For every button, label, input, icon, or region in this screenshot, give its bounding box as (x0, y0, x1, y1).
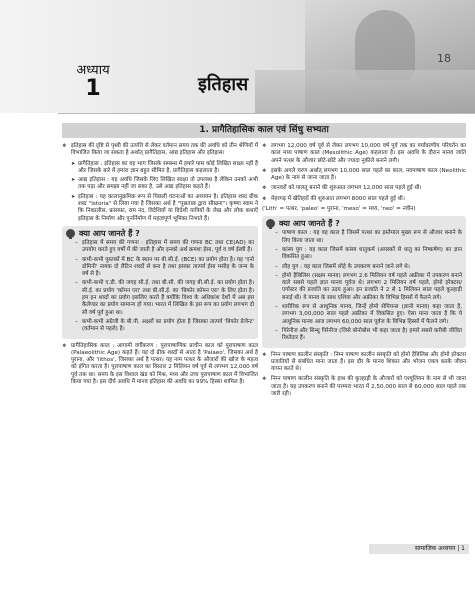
body-paragraph: ❖ मेहरगढ़ में खेतिहरों की शुरुआत लगभग 8000 साल पहले हुई थी। (262, 196, 466, 203)
body-paragraph: ❖ प्रागैतिहासिक काल : आगामी वर्गीकरण : पुरापाषाणिक प्राचीन काल को पुरापाषाण काल (Palaeolithic Age) कहते हैं। यह दो ग्रीक शब्दों से आता है 'Palaeo', जिसका अर्थ है पुराना, और 'lithos', जिसका अर्थ है पत्थर। यह नाम पत्थर के औजारों की खोज के महत्व को इंगित करता है। पुरापाषाण काल का विस्तार 2 मिलियन वर्ष पूर्व से लगभग 12,000 वर्ष पूर्व तक था। समय के इस विशाल खंड को मिश्र, मध्य और उच्च पुरापाषाण काल में विभाजित किया गया है। इस दीर्घ अवधि में मानव इतिहास की अवधि का 99% हिस्सा शामिल है। (62, 343, 258, 387)
box-item: – कभी-कभी पुस्तकों में BC के स्थान पर बी.सी.ई. (BCE) का प्रयोग होता है। यह 'एनो डोमिनी' नामक दो लैटिन शब्दों से बना है तथा इसका तात्पर्य ईसा मसीह के जन्म के वर्ष से है। (75, 257, 254, 279)
bulb-icon (266, 219, 275, 228)
box-title-text: क्या आप जानते हैं ? (79, 228, 140, 238)
section-heading: 1. प्रागैतिहासिक काल एवं सिंधु सभ्यता (62, 123, 466, 138)
box-item: – कभी-कभी अंग्रेजी के बी.पी. अक्षरों का प्रयोग होता है जिसका तात्पर्य 'बिफोर प्रेजेन्ट' (वर्तमान से पहले) है। (75, 319, 254, 334)
chapter-number: 1 (85, 76, 101, 101)
right-column (262, 143, 466, 401)
definition-item: ➤ प्रागैतिहास : इतिहास का वह भाग जिसके सम्बन्ध में हमारे पास कोई लिखित साक्ष्य नहीं है और जिसके बारे में हमारा ज्ञान बहुत सीमित है, प्रागैतिहास कहलाता है। (71, 161, 258, 176)
body-paragraph: ❖ इसके अगले चरण अर्थात् लगभग 10,000 साल पहले का काल, नवपाषाण काल (Neolithic Age) के नाम से जाना जाता है। (262, 168, 466, 183)
box-title-text: क्या आप जानते हैं ? (279, 219, 340, 229)
body-paragraph: ❖ निम्न पाषाण कालीन संस्कृति : निम्न पाषाण कालीन संस्कृति को होमो हैबिलिस और होमो इरेक्टस प्रजातियों से संबंधित माना जाता है। इस दौर के मानव शिकार और भोजन एकत्र करके जीवन यापन करते थे। (262, 352, 466, 374)
footer-subject: सामाजिक अध्ययन (414, 545, 456, 552)
chapter-banner (0, 0, 475, 113)
definition-item: ➤ आद्य इतिहास : यह अवधि जिसके लिए लिखित साक्ष्य तो उपलब्ध है लेकिन उनको अभी तक पढ़ा और समझा नहीं जा सका है, उसे आद्य इतिहास कहते हैं। (71, 177, 258, 192)
glossary-note: ('Lith' = पत्थर, 'paleo' = पुराना, 'meso' = मध्य, 'neo' = नवीन) (262, 206, 416, 213)
box-item: – लौह युग : यह काल जिसमें लोहे के उपकरण बनाने जाने लगे थे। (275, 264, 462, 271)
definition-item: ➤ इतिहास : यह कालानुक्रमिक रूप से पिछली घटनाओं का अध्ययन है। इतिहास शब्द ग्रीक शब्द "Istoria" से लिया गया है जिसका अर्थ है "पूछताछ द्वारा सीखना"। कृष्णा स्वाम ने कि निकालीस, फ्रांसफ़ा, राम नंद, विदेशियों या विदेशी यात्रियों के लेख और लोक कथाएँ इतिहास के निर्माण और पुनर्निर्माण में महत्वपूर्ण भूमिका निभाते हैं। (71, 194, 258, 223)
page-footer (369, 544, 469, 554)
did-you-know-box (262, 216, 466, 347)
chapter-word: अध्याय (76, 63, 110, 78)
did-you-know-box (62, 226, 258, 339)
body-paragraph: ❖ निम्न पाषाण कालीन संस्कृति के हाथ की कुल्हाड़ी के औजारों को एश्यूलियन के नाम से भी जाना जाता है। यह उपकरण बनाने की परम्परा भारत में 2,50,000 साल से 60,000 साल पहले तक जारी रही। (262, 376, 466, 398)
box-title (266, 219, 462, 228)
header-divider (58, 113, 475, 114)
chapter-label (58, 60, 128, 100)
box-item: – इतिहास में समय की गणना : इतिहास में समय की गणना BC तथा CE(AD) का उपयोग करते हुए वर्षों में की जाती है और इनको अर्थ क्रमशः ईसा, पूर्व व वर्ष ईस्वी है। (75, 240, 254, 255)
box-item: – शारीरिक रूप से आधुनिक मानव, जिन्हें होमो सेपियन्स (ज्ञानी मानव) कहा जाता है, लगभग 3,00,000 साल पहले अफ्रीका में विकसित हुए। ऐसा माना जाता है कि ये आधुनिक मानव आज लगभग 60,000 साल पूर्वज के विभिन्न हिस्सों में फैलने लगे। (275, 304, 462, 326)
left-column (62, 143, 258, 389)
box-item: – होमो हैबिलिस (सक्षम मानव) लगभग 2.6 मिलियन वर्ष पहले अफ्रीका में उपकरण बनाने वाले सबसे पहले ज्ञात मानव पूर्वज थे। लगभग 2 मिलियन वर्ष पहले, होमो इरेक्टस/एर्गास्टर की प्रजाति का उदय हुआ। इन प्रजाति ने 2 से 1 मिलियन साल पहले कुल्हाड़ी बनाई थी। ये मानव के साथ एशिया और अफ्रीका के विभिन्न हिस्सों में फैलने लगे। (275, 273, 462, 302)
page-number: 1 (461, 545, 465, 552)
box-item: – कांस्य युग : यह काल जिसमें कांस्य धातुकर्म (अयस्कों से धातु का निष्कर्षण) का ज्ञान विकसित हुआ। (275, 247, 462, 262)
room-number: 18 (437, 52, 451, 65)
box-title (66, 229, 254, 238)
desk-shape (255, 70, 475, 113)
box-item: – कभी-कभी ए.डी. की जगह सी.ई. तथा बी.सी. की जगह बी.सी.ई. का प्रयोग होता है। सी.ई. का प्रयोग 'कॉमन एरा' तथा बी.सी.ई. का 'बिफोर कॉमन एरा' के लिए होता है। हम इन शब्दों का प्रयोग इसलिए करते हैं क्योंकि विश्व के अधिकांश देशों में अब इस कैलेण्डर का प्रयोग सामान्य हो गया। भारत में लिखित के इस रूप का प्रयोग लगभग दो सौ वर्ष पूर्व हुआ था। (75, 280, 254, 316)
chapter-title: इतिहास (198, 74, 249, 95)
box-item: – पिरेनीज और सिन्धु पिरेनीज (जिसे बोनोबोस भी कहा जाता है) हमारे सबसे करीबी जीवित रिश्तेदार हैं। (275, 328, 462, 343)
body-paragraph: ❖ लगभग 12,000 वर्ष पूर्व से लेकर लगभग 10,000 वर्ष पूर्व तक का पर्यावरणीय परिवर्तन का काल मध्य पाषाण काल (Mesolithic Age) कहलाता है। इस अवधि के दौरान मानव जाति अपने पत्थर के औजार छोटे-छोटे और ज्यादा नुकीले बनाने लगी। (262, 143, 466, 165)
intro-paragraph: ❖ इतिहास की दृष्टि से पृथ्वी की उत्पत्ति से लेकर वर्तमान समय तक की अवधि को तीन श्रेणियों में विभाजित किया जा सकता है अर्थात् प्रागैतिहास, आद्य इतिहास और इतिहास। (62, 143, 258, 158)
box-item: – पाषाण काल : यह वह काल है जिसमें पत्थर का इस्तेमाल मुख्य रूप से औजार बनाने के लिए किया जाता था। (275, 230, 462, 245)
footer-separator: | (457, 545, 462, 552)
body-paragraph: ❖ जानवरों को पालतू बनाने की शुरुआत लगभग 12,000 साल पहले हुई थी। (262, 185, 466, 192)
bulb-icon (66, 229, 75, 238)
